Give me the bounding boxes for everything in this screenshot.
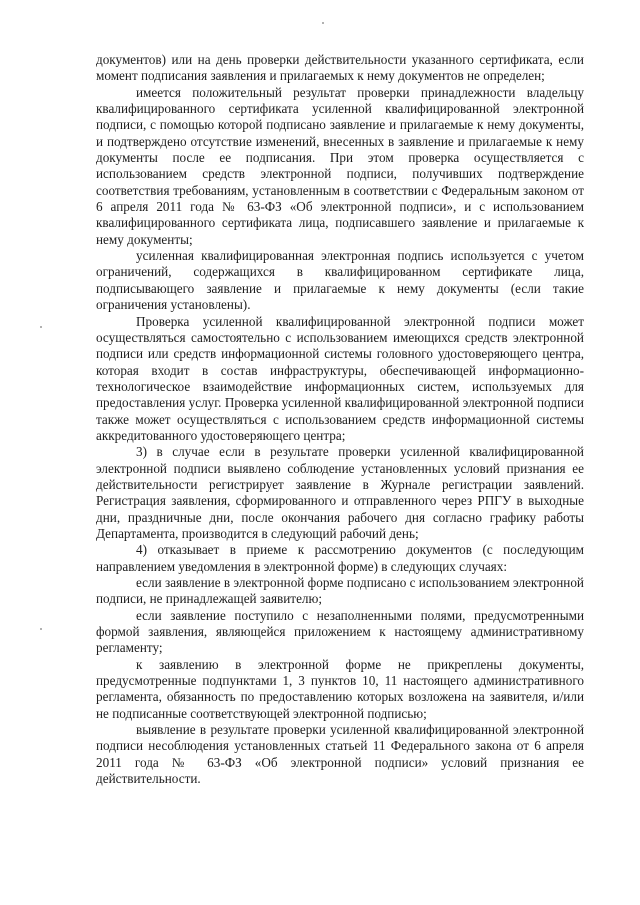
document-body bbox=[96, 52, 584, 787]
paragraph-item-4: 4) отказывает в приеме к рассмотрению документов (с последующим направлением уведомления в электронной форме) в следующих случаях: bbox=[96, 542, 584, 574]
paragraph-case-foreign-signature: если заявление в электронной форме подписано с использованием электронной подписи, не принадлежащей заявителю; bbox=[96, 575, 584, 607]
paragraph-positive-check: имеется положительный результат проверки принадлежности владельцу квалифицированного сертификата усиленной квалифицированной электронной подписи, с помощью которой подписано заявление и прилагаемые к нему документы, и подтверждено отсутствие изменений, внесенных в заявление и прилагаемые к нему документы после ее подписания. При этом проверка осуществляется с использованием средств электронной подписи, получивших подтверждение соответствия требованиям, установленным в соответствии с Федеральным законом от 6 апреля 2011 года № 63-ФЗ «Об электронной подписи», и с использованием квалифицированного сертификата лица, подписавшего заявление и прилагаемые к нему документы; bbox=[96, 84, 584, 247]
scan-speck bbox=[40, 628, 42, 630]
paragraph-case-empty-fields: если заявление поступило с незаполненными полями, предусмотренными формой заявления, являющейся приложением к настоящему административному регламенту; bbox=[96, 607, 584, 656]
scan-speck bbox=[40, 326, 42, 328]
paragraph-signature-restrictions: усиленная квалифицированная электронная подпись используется с учетом ограничений, содержащихся в квалифицированном сертификате лица, подписывающего заявление и прилагаемые к нему документы (если такие ограничения установлены). bbox=[96, 248, 584, 313]
scan-speck bbox=[322, 22, 324, 24]
paragraph-case-signature-invalid: выявление в результате проверки усиленной квалифицированной электронной подписи несоблюдения установленных статьей 11 Федерального закона от 6 апреля 2011 года № 63-ФЗ «Об электронной подписи» условий признания ее действительности. bbox=[96, 722, 584, 787]
paragraph-verification: Проверка усиленной квалифицированной электронной подписи может осуществляться самостоятельно с использованием имеющихся средств электронной подписи или средств информационной системы головного удостоверяющего центра, которая входит в состав инфраструктуры, обеспечивающей информационно-технологическое взаимодействие информационных систем, используемых для предоставления услуг. Проверка усиленной квалифицированной электронной подписи также может осуществляться с использованием средств информационной системы аккредитованного удостоверяющего центра; bbox=[96, 313, 584, 443]
paragraph-case-missing-documents: к заявлению в электронной форме не прикреплены документы, предусмотренные подпунктами 1, 3 пунктов 10, 11 настоящего административного регламента, обязанность по предоставлению которых возложена на заявителя, и/или не подписанные соответствующей электронной подписью; bbox=[96, 656, 584, 721]
paragraph-item-3: 3) в случае если в результате проверки усиленной квалифицированной электронной подписи выявлено соблюдение установленных условий признания ее действительности регистрирует заявление в Журнале регистрации заявлений. Регистрация заявления, сформированного и отправленного через РПГУ в выходные дни, праздничные дни, после окончания рабочего дня согласно графику работы Департамента, производится в следующий рабочий день; bbox=[96, 444, 584, 541]
paragraph-continuation: документов) или на день проверки действительности указанного сертификата, если момент подписания заявления и прилагаемых к нему документов не определен; bbox=[96, 52, 584, 84]
